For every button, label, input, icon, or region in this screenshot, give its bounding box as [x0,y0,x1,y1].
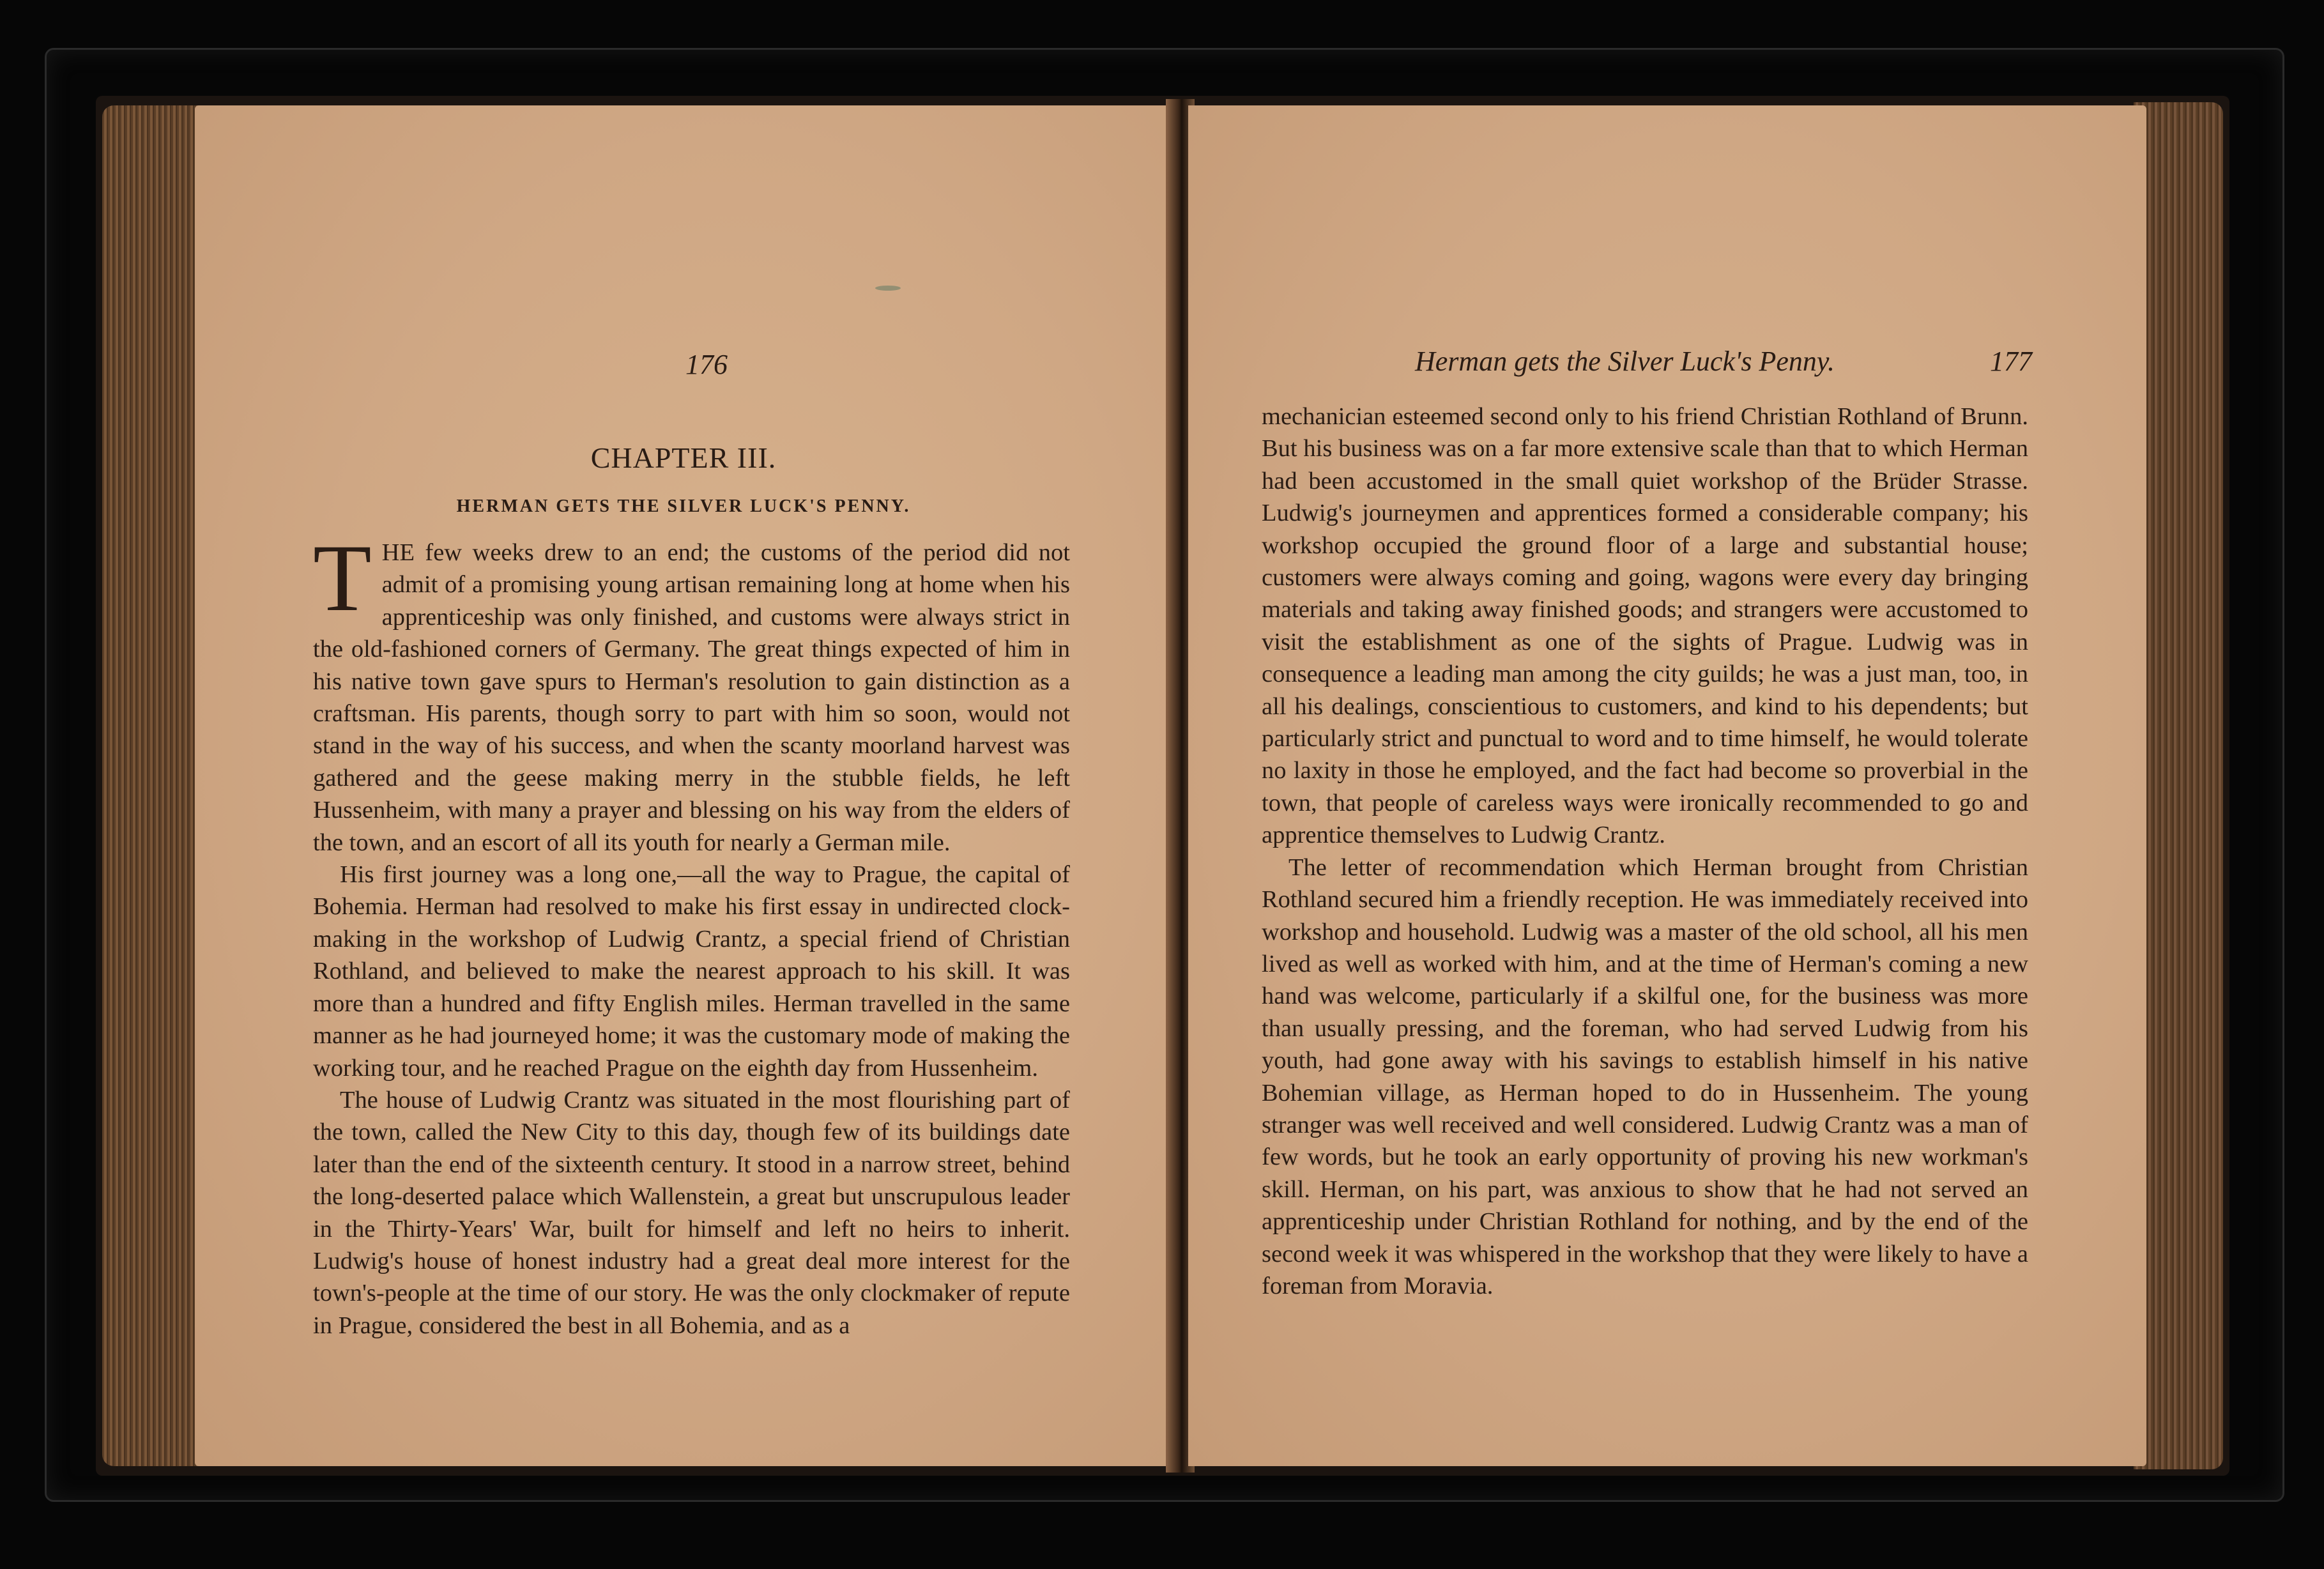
ink-smudge [875,286,901,291]
page-number: 177 [1990,346,2032,377]
paragraph: The letter of recommendation which Herman brought from Christian Rothland secured him a friendly reception. He was immediately received into workshop and household. Ludwig was a master of the old school, all his men lived as well as worked with him, and at the time of Herman's coming a new hand was welcome, particularly if a skilful one, for the business was more than usually pressing, and the foreman, who had served Ludwig from his youth, had gone away with his savings to establish himself in his native Bohemian village, as Herman hoped to do in Hussenheim. The young stranger was well received and well considered. Ludwig Crantz was a man of few words, but he took an early opportunity of proving his new workman's skill. Herman, on his part, was anxious to show that he had not served an apprenticeship under Christian Rothland for nothing, and by the end of the second week it was whispered in the workshop that they were likely to have a foreman from Moravia. [1262,853,2028,1299]
right-body-text [1262,401,2028,1302]
page-number: 176 [685,349,728,380]
right-page-edges [2134,102,2223,1469]
chapter-subtitle: HERMAN GETS THE SILVER LUCK'S PENNY. [456,496,911,516]
left-body-text [313,525,1070,1342]
paragraph: mechanician esteemed second only to his friend Christian Rothland of Brunn. But his business was on a far more extensive scale than that to which Herman had been accustomed in the small quiet workshop of the Brüder Strasse. Ludwig's journeymen and apprentices formed a considerable company; his workshop occupied the ground floor of a large and substantial house; customers were always coming and going, wagons were every day bringing materials and taking away finished goods; and strangers were accustomed to visit the establishment as one of the sights of Prague. Ludwig was in consequence a leading man among the city guilds; he was a just man, too, in all his dealings, conscientious to customers, and kind to his dependents; but particularly strict and punctual to word and to time himself, he would tolerate no laxity in those he employed, and the fact had become so proverbial in the town, that people of careless ways were ironically recommended to go and apprentice themselves to Ludwig Crantz. [1262,403,2028,849]
right-page [1188,105,2146,1466]
paragraph: The house of Ludwig Crantz was situated in the most flourishing part of the town, called the New City to this day, though few of its buildings date later than the end of the sixteenth century. It stood in a narrow street, behind the long-deserted palace which Wallenstein, a great but unscrupulous leader in the Thirty-Years' War, built for himself and left no heirs to inherit. Ludwig's house of honest industry had a great deal more interest for the town's-people at the time of our story. He was the only clockmaker of repute in Prague, considered the best in all Bohemia, and as a [313,1086,1070,1339]
left-page [195,105,1172,1466]
left-page-edges [102,105,198,1466]
paragraph: THE few weeks drew to an end; the customs of the period did not admit of a promising young artisan remaining long at home when his apprenticeship was only finished, and customs were always strict in the old-fashioned corners of Germany. The great things expected of him in his native town gave spurs to Herman's resolution to gain distinction as a craftsman. His parents, though sorry to part with him so soon, would not stand in the way of his success, and when the scanty moorland harvest was gathered and the geese making merry in the stubble fields, he left Hussenheim, with many a prayer and blessing on his way from the elders of the town, and an escort of all its youth for nearly a German mile. [313,525,1070,856]
running-head: Herman gets the Silver Luck's Penny. [1415,346,1835,377]
drop-cap: T [313,525,372,631]
paragraph: His first journey was a long one,—all the way to Prague, the capital of Bohemia. Herman had resolved to make his first essay in undirected clock-making in the workshop of Ludwig Crantz, a special friend of Christian Rothland, and believed to make the nearest approach to his skill. It was more than a hundred and fifty English miles. Herman travelled in the same manner as he had journeyed home; it was the customary mode of making the working tour, and he reached Prague on the eighth day from Hussenheim. [313,861,1070,1082]
chapter-title: CHAPTER III. [590,441,777,474]
